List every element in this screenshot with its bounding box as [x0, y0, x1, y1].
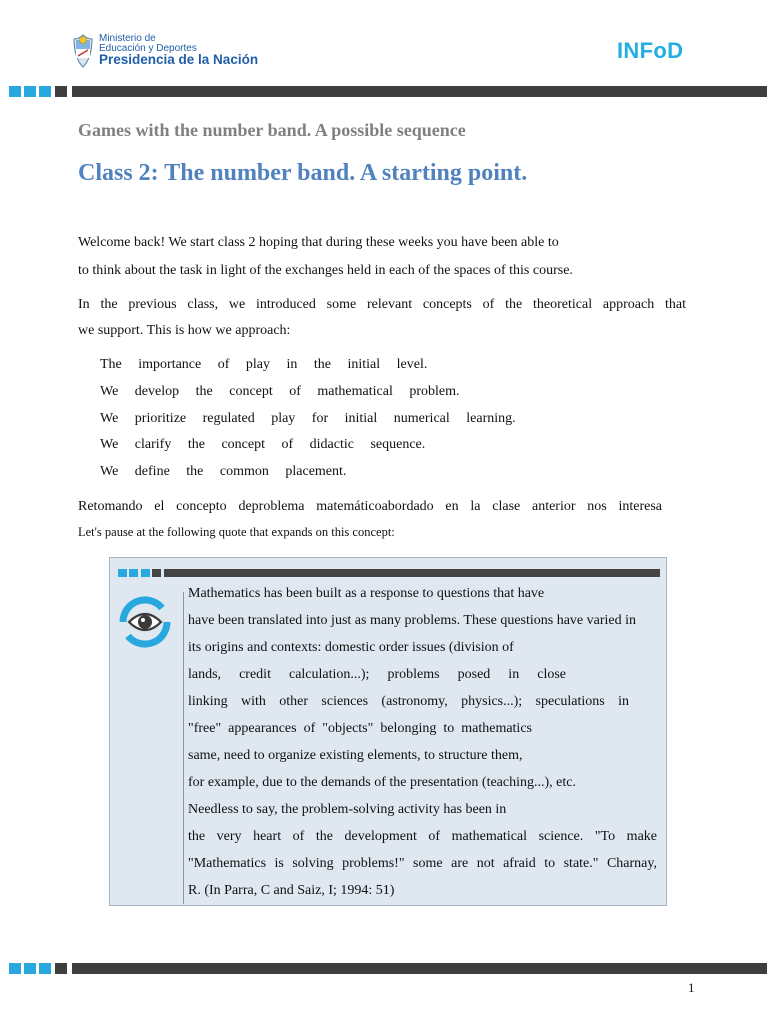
welcome-line-1: Welcome back! We start class 2 hoping that during these weeks you have been able to [78, 235, 559, 250]
list-item: We prioritize regulated play for initial numerical learning. [100, 411, 516, 426]
sequence-subtitle: Games with the number band. A possible sequence [78, 120, 466, 140]
quote-line: for example, due to the demands of the presentation (teaching...), etc. [188, 775, 576, 790]
quote-citation: R. (In Parra, C and Saiz, I; 1994: 51) [188, 883, 395, 898]
welcome-line-2: to think about the task in light of the exchanges held in each of the spaces of this course. [78, 263, 573, 278]
quote-line: Needless to say, the problem-solving activity has been in [188, 802, 507, 817]
quote-line: "Mathematics is solving problems!" some are not afraid to state." Charnay, [188, 856, 657, 871]
quote-box [109, 557, 667, 906]
ministry-line-3: Presidencia de la Nación [99, 52, 259, 67]
quote-line: the very heart of the development of mathematical science. "To make [188, 829, 657, 844]
header-separator [9, 86, 767, 97]
retomando-line: Retomando el concepto deproblema matemáticoabordado en la clase anterior nos interesa [78, 499, 662, 514]
list-item: We clarify the concept of didactic sequence. [100, 437, 426, 452]
quote-line: same, need to organize existing elements, to structure them, [188, 748, 523, 763]
page-number: 1 [688, 980, 695, 995]
quote-line: linking with other sciences (astronomy, physics...); speculations in [188, 694, 629, 709]
infod-logo: INFoD [617, 38, 684, 63]
list-item: We define the common placement. [100, 464, 347, 479]
list-item: We develop the concept of mathematical problem. [100, 384, 460, 399]
quote-separator [118, 569, 660, 577]
list-item: The importance of play in the initial level. [100, 357, 428, 372]
argentina-coat-of-arms-icon [72, 34, 94, 68]
quote-line: its origins and contexts: domestic order issues (division of [188, 640, 514, 655]
quote-line: have been translated into just as many problems. These questions have varied in [188, 613, 637, 628]
eye-icon [115, 592, 175, 652]
previous-class-line-1: In the previous class, we introduced some relevant concepts of the theoretical approach that [78, 297, 686, 312]
quote-line: lands, credit calculation...); problems posed in close [188, 667, 566, 682]
previous-class-line-2: we support. This is how we approach: [78, 323, 291, 338]
quote-line: Mathematics has been built as a response to questions that have [188, 586, 545, 601]
pause-line: Let's pause at the following quote that expands on this concept: [78, 525, 395, 539]
ministry-line-2: Educación y Deportes [99, 43, 197, 54]
quote-line: "free" appearances of "objects" belonging to mathematics [188, 721, 532, 736]
ministry-logo [72, 32, 272, 72]
footer-separator [9, 963, 767, 974]
ministry-line-1: Ministerio de [99, 33, 156, 44]
class-title: Class 2: The number band. A starting point. [78, 160, 528, 186]
